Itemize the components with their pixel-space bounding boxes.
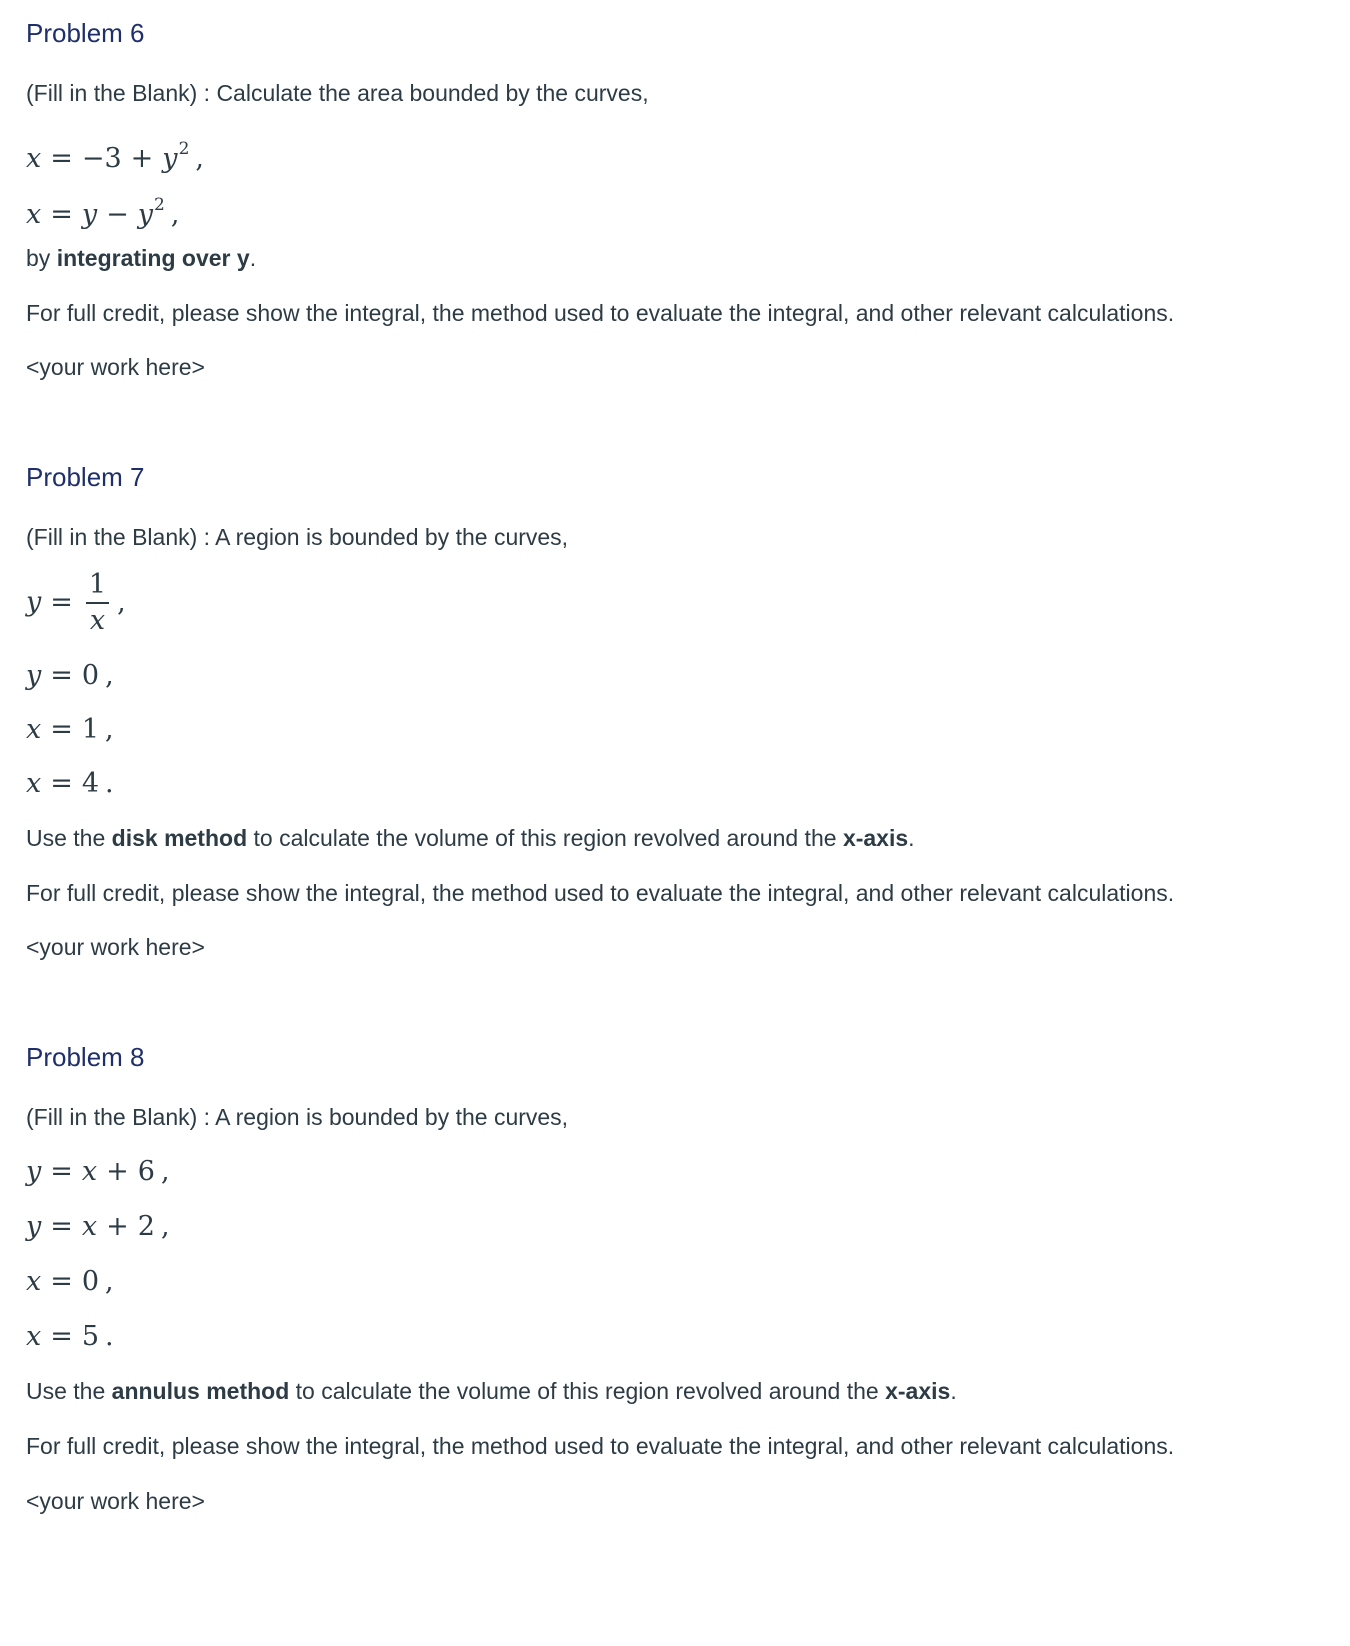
axis-bold: x-axis [885,1378,951,1404]
eq-lhs: x [26,1321,42,1352]
equation [26,132,204,176]
eq-lhs: x [26,199,42,230]
eq-exponent: 2 [154,195,165,215]
equation [26,1155,170,1189]
method-suffix: . [249,245,257,271]
eq-var: x [81,1156,98,1187]
eq-end: . [105,768,114,799]
method-bold: annulus method [111,1378,290,1404]
equation [26,1265,114,1299]
equation [26,713,114,747]
axis-bold: x-axis [842,825,909,851]
eq-op: + [130,143,154,174]
eq-term: −3 [81,143,122,174]
eq-rhs: 0 [81,1266,100,1297]
method-instruction [26,1376,957,1406]
eq-end: , [105,660,114,691]
eq-rhs: 0 [81,660,100,691]
eq-equals: = [50,1321,73,1352]
method-bold: disk method [111,825,248,851]
eq-exponent: 2 [178,139,190,159]
eq-equals: = [50,586,73,618]
credit-note: For full credit, please show the integral, the method used to evaluate the integral, and other relevant calculations. [26,1433,1175,1459]
eq-var: x [81,1211,98,1242]
eq-equals: = [50,768,73,799]
problem-title: Problem 6 [26,18,145,48]
eq-end: , [160,1211,170,1242]
eq-end: , [160,1156,170,1187]
fraction-denominator: x [89,605,106,636]
method-instruction [26,823,915,853]
eq-equals: = [50,1156,73,1187]
eq-rhs: 4 [81,768,100,799]
eq-lhs: x [26,768,42,799]
problem-intro: (Fill in the Blank) : A region is bounded by the curves, [26,1104,569,1130]
eq-op: − [106,199,129,230]
equation [26,659,114,693]
fraction-numerator: 1 [86,570,109,604]
eq-lhs: x [26,143,42,174]
eq-lhs: y [26,1156,42,1187]
eq-equals: = [50,714,73,745]
work-placeholder[interactable]: <your work here> [26,1488,205,1514]
eq-op: + [106,1211,129,1242]
problem-title: Problem 8 [26,1042,145,1072]
eq-rhs: 5 [81,1321,100,1352]
fraction [86,570,109,636]
use-suffix: . [950,1378,957,1404]
eq-var: y [137,199,154,230]
eq-equals: = [50,143,73,174]
equation [26,1210,170,1244]
use-prefix: Use the [26,1378,112,1404]
eq-num: 2 [137,1211,155,1242]
eq-num: 6 [137,1156,155,1187]
eq-var: y [81,199,98,230]
equation [26,188,179,232]
eq-equals: = [50,199,73,230]
eq-end: , [105,714,114,745]
eq-end: , [117,586,126,618]
work-placeholder[interactable]: <your work here> [26,934,205,960]
eq-end: , [170,199,180,230]
use-middle: to calculate the volume of this region revolved around the [247,825,843,851]
eq-lhs: y [26,660,42,691]
credit-note: For full credit, please show the integral, the method used to evaluate the integral, and other relevant calculations. [26,880,1175,906]
credit-note: For full credit, please show the integral, the method used to evaluate the integral, and other relevant calculations. [26,300,1175,326]
use-middle: to calculate the volume of this region revolved around the [289,1378,886,1404]
use-prefix: Use the [26,825,112,851]
method-bold: integrating over [56,245,237,271]
equation [26,767,114,801]
eq-rhs: 1 [81,714,100,745]
problem-intro: (Fill in the Blank) : Calculate the area bounded by the curves, [26,80,649,106]
use-suffix: . [908,825,915,851]
eq-equals: = [50,660,73,691]
work-placeholder[interactable]: <your work here> [26,354,205,380]
fraction-equation [26,570,126,636]
eq-lhs: x [26,714,42,745]
eq-lhs: y [26,586,42,618]
equation [26,1320,114,1354]
problem-intro: (Fill in the Blank) : A region is bounded by the curves, [26,524,569,550]
method-bold-var: y [236,245,250,271]
method-prefix: by [26,245,57,271]
eq-end: , [105,1266,114,1297]
eq-lhs: x [26,1266,42,1297]
eq-equals: = [50,1266,73,1297]
eq-end: , [195,143,204,174]
problem-title: Problem 7 [26,462,145,492]
eq-equals: = [50,1211,73,1242]
eq-var: y [162,143,178,174]
eq-lhs: y [26,1211,42,1242]
eq-end: . [105,1321,114,1352]
method-instruction [26,243,256,273]
eq-op: + [106,1156,129,1187]
